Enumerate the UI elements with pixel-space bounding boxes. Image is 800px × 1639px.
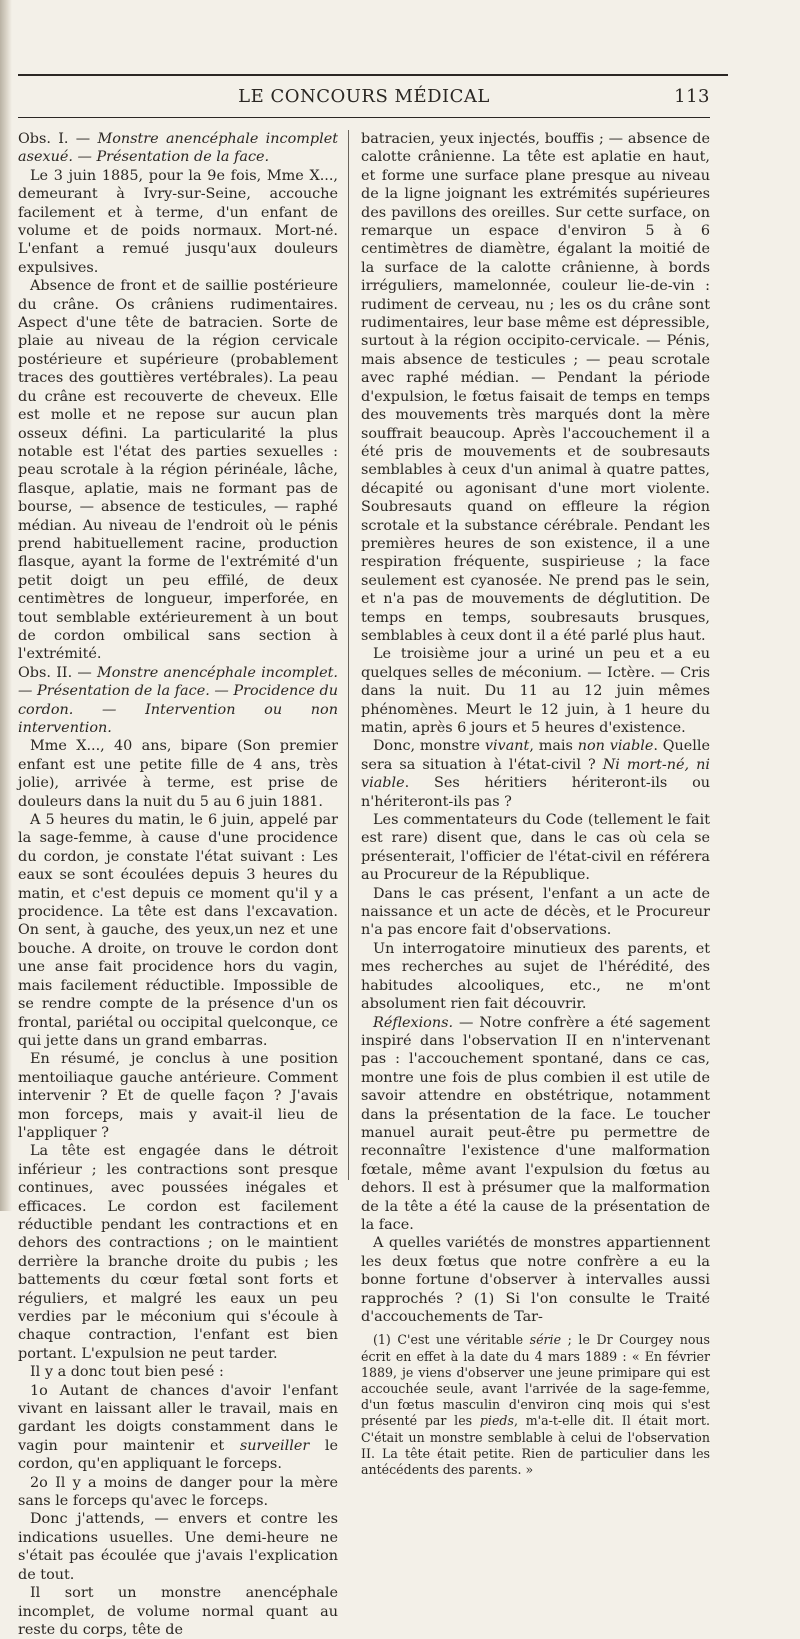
paragraph: Dans le cas présent, l'enfant a un acte de naissance et un acte de décès, et le Procureur n'a pas encore fait d'observations.: [361, 885, 710, 939]
paragraph: Le 3 juin 1885, pour la 9e fois, Mme X..., demeurant à Ivry-sur-Seine, accouche facilement et à terme, d'un enfant de volume et de poids normaux. Mort-né. L'enfant a remué jusqu'aux douleurs expulsives.: [18, 167, 338, 276]
paragraph: A quelles variétés de monstres appartiennent les deux fœtus que notre confrère a eu la bonne fortune d'observer à intervalles aussi rapprochés ? (1) Si l'on consulte le Traité d'accouchements de Tar-: [361, 1235, 710, 1325]
italic-run: vivant: [484, 738, 530, 755]
text-run: . Ses héritiers hériteront-ils ou n'hériteront-ils pas ?: [361, 775, 710, 810]
paragraph: [361, 1014, 710, 1235]
text-run: , m'a-t-elle dit. Il était mort. C'était un monstre semblable à celui de l'observation II. La tête était petite. Rien de particulier dans les antécédents des parents. »: [361, 1413, 710, 1478]
obs1-label: Obs. I. —: [18, 131, 98, 147]
paragraph: Les commentateurs du Code (tellement le fait est rare) disent que, dans le cas où cela se présenterait, l'officier de l'état-civil en référera au Procureur de la République.: [361, 812, 710, 884]
running-header: [18, 86, 710, 110]
observation-1-heading: [18, 130, 338, 167]
left-column: [18, 130, 338, 1639]
column-divider: [348, 130, 349, 1180]
text-run: le cordon, qu'en appliquant le forceps.: [18, 1437, 338, 1473]
journal-title: LE CONCOURS MÉDICAL: [238, 86, 490, 107]
paragraph: La tête est engagée dans le détroit inférieur ; les contractions sont presque continues, avec poussées inégales et efficaces. Le cordon est facilement réductible pendant les contractions et en dehors des contractions ; on le maintient derrière la branche droite du pubis ; les battements du cœur fœtal sont forts et réguliers, et malgré les eaux un peu verdies par le méconium qui s'écoule à chaque contraction, l'enfant est bien portant. L'expulsion ne peut tarder.: [18, 1143, 338, 1362]
italic-run: surveiller: [239, 1437, 310, 1454]
paragraph: 2o Il y a moins de danger pour la mère sans le forceps qu'avec le forceps.: [18, 1474, 338, 1510]
paragraph: batracien, yeux injectés, bouffis ; — absence de calotte crânienne. La tête est aplatie en haut, et forme une surface plane presque au niveau de la ligne joignant les extrémités supérieures des pavillons des oreilles. Sur cette surface, on remarque un espace d'environ 5 à 6 centimètres de diamètre, égalant la moitié de la surface de la calotte crânienne, à bords irréguliers, mamelonnée, couleur lie-de-vin : rudiment de cerveau, nu ; les os du crâne sont rudimentaires, leur base même est dépressible, surtout à la région occipito-cervicale. — Pénis, mais absence de testicules ; — peau scrotale avec raphé médian. — Pendant la période d'expulsion, le fœtus faisait de temps en temps des mouvements très marqués dont la mère souffrait beaucoup. Après l'accouchement il a été pris de mouvements et de soubresauts semblables à ceux d'un animal à quatre pattes, décapité ou agonisant d'une mort violente. Soubresauts quand on effleure la région scrotale et la substance cérébrale. Pendant les premières heures de son existence, il a une respiration fréquente, suspirieuse ; la face seulement est cyanosée. Ne prend pas le sein, et n'a pas de mouvements de déglutition. De temps en temps, soubresauts brusques, semblables à ceux dont il a été parlé plus haut.: [361, 131, 710, 644]
paragraph: A 5 heures du matin, le 6 juin, appelé par la sage-femme, à cause d'une procidence du cordon, je constate l'état suivant : Les eaux se sont écoulées depuis 3 heures du matin, et c'est depuis ce moment qu'il y a procidence. La tête est dans l'excavation. On sent, à gauche, des yeux,un nez et une bouche. A droite, on trouve le cordon dont une anse fait procidence hors du vagin, mais facilement réductible. Impossible de se rendre compte de la présence d'un os frontal, pariétal ou occipital quelconque, ce qui jette dans un grand embarras.: [18, 812, 338, 1049]
paragraph: [18, 1382, 338, 1474]
italic-run: série: [529, 1332, 562, 1348]
paragraph: Il sort un monstre anencéphale incomplet, de volume normal quant au reste du corps, tête de: [18, 1585, 338, 1638]
italic-run: Ni mort-né, ni viable: [361, 756, 710, 792]
text-run: — Notre confrère a été sagement inspiré dans l'observation II en n'intervenant pas : l'accouchement spontané, dans ce cas, montre une fois de plus combien il est utile de savoir attendre en obstétrique, notamment dans la présentation de la face. Le toucher manuel aurait peut-être pu permettre de reconnaître l'existence d'une malformation fœtale, même avant l'expulsion du fœtus au dehors. Il est à présumer que la malformation de la tête a été la cause de la présentation de la face.: [361, 1014, 710, 1233]
paragraph: Donc j'attends, — envers et contre les indications usuelles. Une demi-heure ne s'était pas écoulée que j'avais l'explication de tout.: [18, 1511, 338, 1583]
obs2-label: Obs. II. —: [18, 664, 97, 681]
text-run: Donc, monstre: [373, 738, 485, 755]
obs2-title: Monstre anencéphale incomplet.— Présentation de la face. — Procidence du cordon. — Intervention ou non intervention.: [18, 664, 339, 736]
reflexions-label: Réflexions.: [373, 1014, 454, 1031]
paragraph: Mme X..., 40 ans, bipare (Son premier enfant est une petite fille de 4 ans, très jolie), arrivée à terme, est prise de douleurs dans la nuit du 5 au 6 juin 1881.: [18, 738, 338, 810]
text-run: (1) C'est une véritable: [373, 1332, 530, 1348]
italic-run: non viable: [577, 738, 654, 755]
text-run: ; le Dr Courgey nous écrit en effet à la date du 4 mars 1889 : « En février 1889, je viens d'observer une jeune primipare qui est accouchée seule, avant l'arrivée de la sage-femme, d'un fœtus masculin d'environ cinq mois qui s'est présenté par les: [361, 1332, 710, 1429]
obs1-title: Monstre anencéphale incomplet asexué. — Présentation de la face.: [18, 131, 339, 166]
top-rule: [18, 74, 728, 76]
page-number: 113: [674, 86, 710, 107]
italic-run: pieds: [479, 1413, 514, 1429]
page-binding-edge: [0, 0, 12, 1211]
text-run: , mais: [529, 738, 578, 755]
observation-2-heading: [18, 664, 338, 738]
paragraph: Absence de front et de saillie postérieure du crâne. Os crâniens rudimentaires. Aspect d'une tête de batracien. Sorte de plaie au niveau de la région cervicale postérieure et supérieure (probablement traces des gouttières vertébrales). La peau du crâne est recouverte de cheveux. Elle est molle et ne repose sur aucun plan osseux défini. La particularité la plus notable est l'état des parties sexuelles : peau scrotale à la région périnéale, lâche, flasque, aplatie, mais ne formant pas de bourse, — absence de testicules, — raphé médian. Au niveau de l'endroit où le pénis prend habituellement racine, production flasque, ayant la forme de l'extrémité d'un petit doigt un peu effilé, de deux centimètres de longueur, imperforée, en tout semblable extérieurement à un bout de cordon ombilical sans section à l'extrémité.: [18, 278, 338, 663]
paragraph: Un interrogatoire minutieux des parents, et mes recherches au sujet de l'hérédité, des habitudes alcooliques, etc., ne m'ont absolument rien fait découvrir.: [361, 940, 710, 1013]
paragraph: En résumé, je conclus à une position mentoiliaque gauche antérieure. Comment intervenir ? Et de quelle façon ? J'avais mon forceps, mais y avait-il lieu de l'appliquer ?: [18, 1051, 338, 1141]
paragraph: [361, 737, 710, 811]
text-run: 1o Autant de chances d'avoir l'enfant vivant en laissant aller le travail, mais en gardant les doigts constamment dans le vagin pour maintenir et: [18, 1382, 338, 1454]
header-rule: [18, 117, 710, 118]
footnote: [361, 1332, 710, 1478]
paragraph: Il y a donc tout bien pesé :: [30, 1364, 224, 1381]
paragraph: Le troisième jour a uriné un peu et a eu quelques selles de méconium. — Ictère. — Cris dans la nuit. Du 11 au 12 juin mêmes phénomènes. Meurt le 12 juin, à 1 heure du matin, après 6 jours et 5 heures d'existence.: [361, 646, 710, 736]
text-run: . Quelle sera sa situation à l'état-civil ?: [361, 738, 711, 773]
right-column: [361, 130, 710, 1478]
